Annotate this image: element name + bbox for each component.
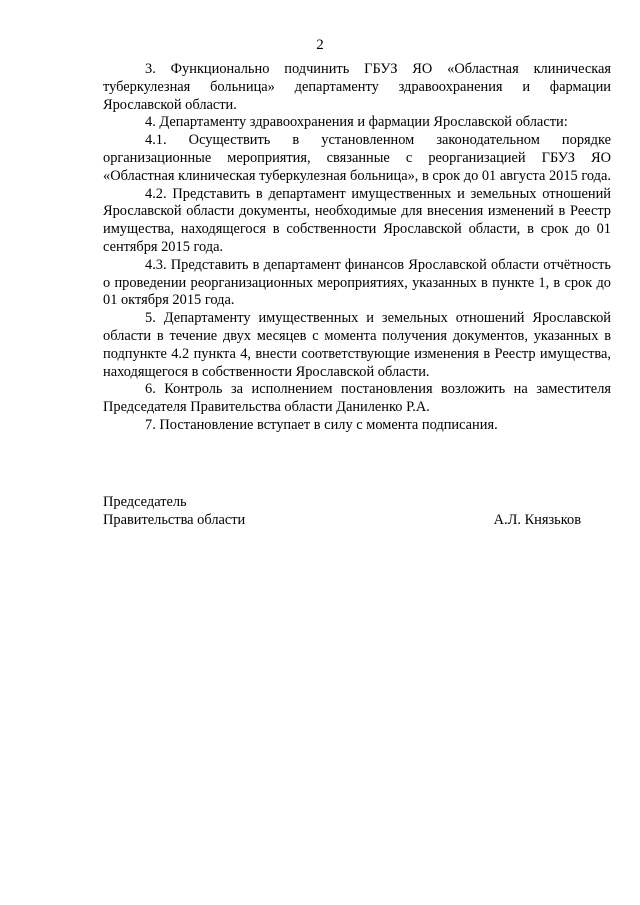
- paragraph-4-2: 4.2. Представить в департамент имущественных и земельных отношений Ярославской области документы, необходимые для внесения изменений в Реестр имущества, находящегося в собственности Ярославской области, в срок до 01 сентября 2015 года.: [103, 185, 611, 255]
- paragraph-7: 7. Постановление вступает в силу с момента подписания.: [145, 416, 498, 433]
- paragraph-4-3: 4.3. Представить в департамент финансов Ярославской области отчётность о проведении реорганизационных мероприятиях, указанных в пункте 1, в срок до 01 октября 2015 года.: [103, 256, 611, 309]
- document-body: [103, 61, 611, 435]
- paragraph-4-1: 4.1. Осуществить в установленном законодательном порядке организационные мероприятия, связанные с реорганизацией ГБУЗ ЯО «Областная клиническая туберкулезная больница», в срок до 01 августа 2015 года.: [103, 132, 611, 184]
- signature-title-line2: Правительства области: [103, 512, 246, 528]
- page-number: 2: [316, 37, 324, 53]
- paragraph-6: 6. Контроль за исполнением постановления возложить на заместителя Председателя Правительства области Даниленко Р.А.: [103, 381, 611, 416]
- signatory-name: А.Л. Князьков: [493, 512, 581, 528]
- signature-title-line1: Председатель: [103, 494, 187, 510]
- signature-line: [103, 511, 581, 529]
- paragraph-3: 3. Функционально подчинить ГБУЗ ЯО «Областная клиническая туберкулезная больница» департаменту здравоохранения и фармации Ярославской области.: [103, 61, 611, 113]
- paragraph-4: 4. Департаменту здравоохранения и фармации Ярославской области:: [145, 114, 568, 131]
- signature-block: [103, 493, 581, 529]
- paragraph-5: 5. Департаменту имущественных и земельных отношений Ярославской области в течение двух месяцев с момента получения документов, указанных в подпункте 4.2 пункта 4, внести соответствующие изменения в Реестр имущества, находящегося в собственности Ярославской области.: [103, 310, 611, 380]
